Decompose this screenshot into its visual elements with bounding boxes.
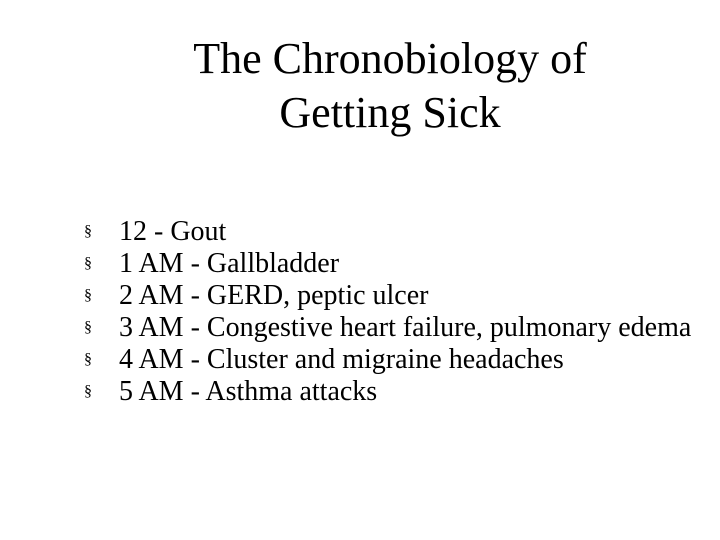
bullet-item-gout bbox=[84, 216, 704, 248]
bullet-item-gerd bbox=[84, 280, 704, 312]
bullet-marker-icon: § bbox=[84, 319, 92, 336]
bullet-item-heart-failure bbox=[84, 312, 704, 344]
bullet-text: 5 AM - Asthma attacks bbox=[119, 376, 378, 407]
bullet-marker-icon: § bbox=[84, 287, 92, 304]
slide-title-line-2: Getting Sick bbox=[279, 88, 501, 137]
slide-title-line-1: The Chronobiology of bbox=[193, 34, 587, 83]
bullet-marker-icon: § bbox=[84, 255, 92, 272]
bullet-text: 12 - Gout bbox=[119, 216, 227, 247]
bullet-text: 2 AM - GERD, peptic ulcer bbox=[119, 280, 429, 311]
bullet-item-asthma bbox=[84, 376, 704, 408]
bullet-marker-icon: § bbox=[84, 383, 92, 400]
bullet-text: 3 AM - Congestive heart failure, pulmonary edema bbox=[119, 312, 692, 343]
bullet-list bbox=[84, 216, 704, 408]
bullet-marker-icon: § bbox=[84, 351, 92, 368]
bullet-text: 1 AM - Gallbladder bbox=[119, 248, 340, 279]
bullet-item-headaches bbox=[84, 344, 704, 376]
slide-title bbox=[130, 32, 650, 140]
bullet-marker-icon: § bbox=[84, 223, 92, 240]
bullet-item-gallbladder bbox=[84, 248, 704, 280]
bullet-text: 4 AM - Cluster and migraine headaches bbox=[119, 344, 564, 375]
